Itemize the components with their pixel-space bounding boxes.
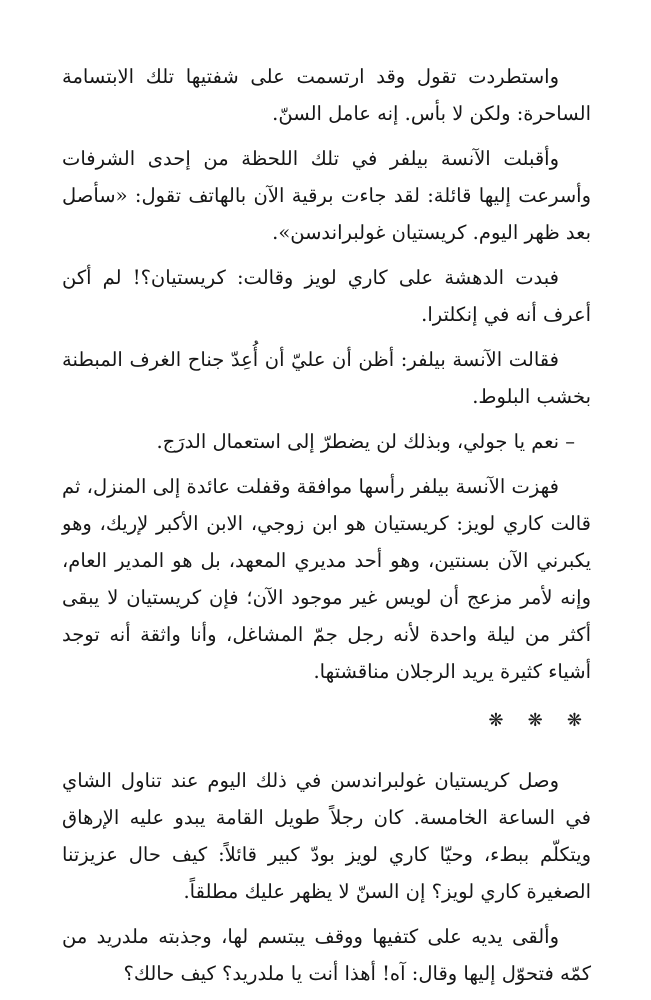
page-body <box>62 58 591 1000</box>
asterism-star-icon: ❋ <box>566 710 582 731</box>
asterism-star-icon: ❋ <box>527 710 543 731</box>
paragraph-5-dialogue: – نعم يا جولي، وبذلك لن يضطرّ إلى استعمال الدرَج. <box>156 430 575 453</box>
paragraph-6: فهزت الآنسة بيلفر رأسها موافقة وقفلت عائدة إلى المنزل، ثم قالت كاري لويز: كريستيان هو ابن زوجي، الابن الأكبر لإريك، وهو يكبرني الآن بسنتين، وهو أحد مديري المعهد، بل هو المدير العام، وإنه لأمر مزعج أن لويس غير موجود الآن؛ فإن كريستيان لا يبقى أكثر من ليلة واحدة لأنه رجل جمّ المشاغل، وأنا واثقة أنه توجد أشياء كثيرة يريد الرجلان مناقشتها. <box>62 475 591 683</box>
paragraph-7: وصل كريستيان غولبراندسن في ذلك اليوم عند تناول الشاي في الساعة الخامسة. كان رجلاً طويل القامة يبدو عليه الإرهاق ويتكلّم ببطء، وحيّا كاري لويز بودّ كبير قائلاً: كيف حال عزيزتنا الصغيرة كاري لويز؟ إن السنّ لا يظهر عليك مطلقاً. <box>62 769 591 903</box>
paragraph-2: وأقبلت الآنسة بيلفر في تلك اللحظة من إحدى الشرفات وأسرعت إليها قائلة: لقد جاءت برقية الآن بالهاتف تقول: «سأصل بعد ظهر اليوم. كريستيان غولبراندسن». <box>62 147 591 244</box>
paragraph-3: فبدت الدهشة على كاري لويز وقالت: كريستيان؟! لم أكن أعرف أنه في إنكلترا. <box>62 266 591 326</box>
asterism-star-icon: ❋ <box>488 710 504 731</box>
section-divider <box>62 700 591 740</box>
paragraph-8: وألقى يديه على كتفيها ووقف يبتسم لها، وجذبته ملدريد من كمّه فتحوّل إليها وقال: آه! أهذا أنت يا ملدريد؟ كيف حالك؟ <box>62 925 591 985</box>
paragraph-1: واستطردت تقول وقد ارتسمت على شفتيها تلك الابتسامة الساحرة: ولكن لا بأس. إنه عامل السنّ. <box>62 65 591 125</box>
paragraph-4: فقالت الآنسة بيلفر: أظن أن عليّ أن أُعِدّ جناح الغرف المبطنة بخشب البلوط. <box>62 348 591 408</box>
